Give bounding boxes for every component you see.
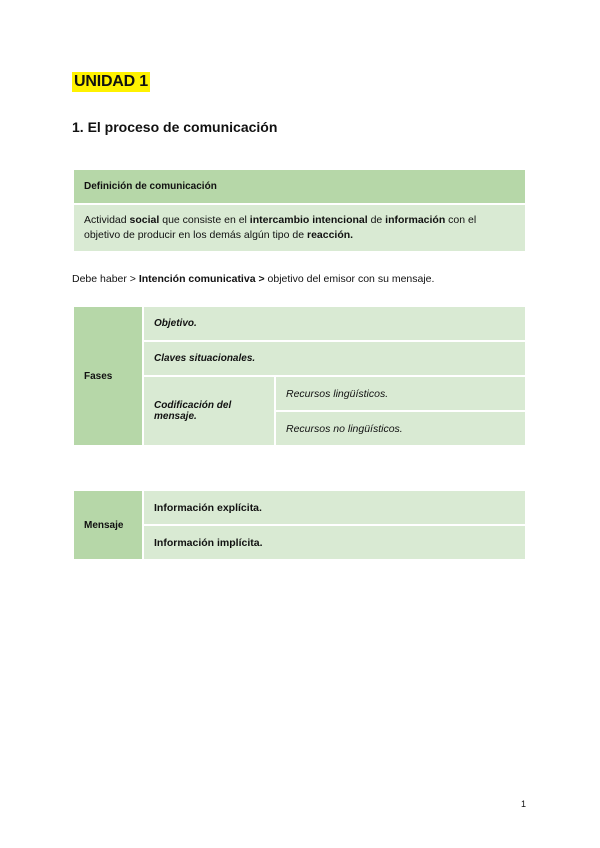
definition-body [74,205,525,251]
recursos-linguisticos: Recursos lingüísticos. [276,377,525,410]
info-implicita: Información implícita. [144,526,525,559]
mensaje-label: Mensaje [74,491,142,559]
recursos-no-linguisticos: Recursos no lingüísticos. [276,412,525,445]
definition-term-reaccion: reacción. [306,229,354,241]
note-prefix: Debe haber > [72,273,139,285]
definition-term-social: social [129,214,160,226]
definition-text-3: de [367,214,386,226]
fases-table [72,305,527,447]
page-number: 1 [521,799,527,809]
fases-label: Fases [74,307,142,445]
definition-term-informacion: información [385,214,446,226]
note-bold: Intención comunicativa > [138,273,265,285]
intention-note [72,272,434,287]
definition-text-2: que consiste en el [159,214,250,226]
mensaje-table [72,489,527,561]
definition-term-intercambio: intercambio intencional [249,214,368,226]
definition-text-4: con el objetivo de producir en los demás algún tipo de [84,214,477,241]
fase-objetivo: Objetivo. [144,307,525,340]
unit-label: UNIDAD 1 [74,73,148,90]
note-suffix: objetivo del emisor con su mensaje. [264,273,435,285]
fase-codificacion: Codificación del mensaje. [144,377,274,445]
fase-claves: Claves situacionales. [144,342,525,375]
info-explicita: Información explícita. [144,491,525,524]
definition-header: Definición de comunicación [74,170,525,203]
definition-table [72,168,527,253]
definition-text-1: Actividad [84,214,130,226]
section-title: 1. El proceso de comunicación [72,119,278,135]
